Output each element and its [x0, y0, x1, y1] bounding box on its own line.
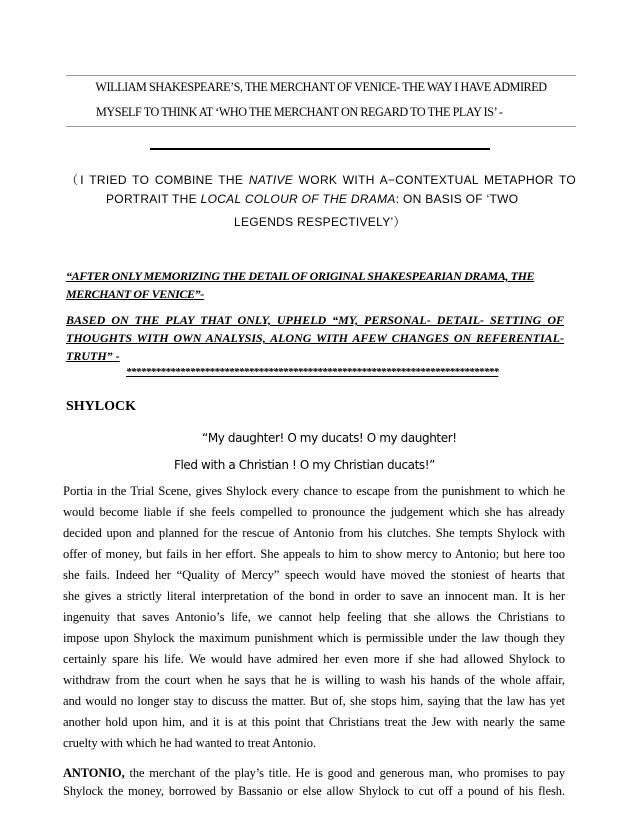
section-heading: SHYLOCK — [66, 399, 137, 414]
intro-text: PORTRAIT THE — [106, 192, 201, 206]
top-rule — [66, 75, 576, 76]
intro-line-3: LEGENDS RESPECTIVELY’） — [234, 215, 406, 229]
note-1-line-2: MERCHANT OF VENICE”- — [66, 287, 204, 301]
intro-italic-word: NATIVE — [248, 173, 294, 187]
quote-line-1: “My daughter! O my ducats! O my daughter! — [202, 431, 457, 445]
paragraph-line: and would no longer stay to discuss the matter. But of, she stops him, saying that the law has yet — [63, 694, 565, 708]
paragraph-line: impose upon Shylock the maximum punishment which is permissible under the law though they — [63, 631, 565, 645]
note-2-line-2: THOUGHTS WITH OWN ANALYSIS, ALONG WITH AFEW CHANGES ON REFERENTIAL- — [66, 331, 564, 345]
paragraph-line: offer of money, but fails in her effort. She appeals to him to show mercy to Antonio; but here too — [63, 547, 565, 561]
paragraph-line: she fails. Indeed her “Quality of Mercy” speech would have moved the stoniest of hearts that — [63, 568, 565, 582]
paragraph-line: she gives a strictly literal interpretation of the bond in order to save an innocent man. It is her — [63, 589, 565, 603]
title-line-2: MYSELF TO THINK AT ‘WHO THE MERCHANT ON REGARD TO THE PLAY IS’ - — [96, 105, 503, 119]
paragraph-line: decided upon and planned for the rescue of Antonio from his clutches. She tempts Shylock with — [63, 526, 565, 540]
paragraph-line: another hold upon him, and it is at this point that Christians treat the Jew with nearly the same — [63, 715, 565, 729]
intro-text: （I TRIED TO COMBINE THE — [66, 173, 249, 187]
intro-line-1 — [66, 171, 576, 188]
antonio-name: ANTONIO, — [63, 766, 125, 780]
title-bottom-rule — [66, 126, 576, 127]
paragraph-line: certainly spare his life. We would have admired her even more if she had allowed Shylock to — [63, 652, 565, 666]
note-2-line-3: TRUTH” - — [66, 349, 120, 363]
paragraph-line: ingenuity that saves Antonio’s life, we cannot help feeling that she allows the Christians to — [63, 610, 565, 624]
paragraph-line: cruelty with which he had wanted to treat Antonio. — [63, 736, 317, 750]
note-1-line-1: “AFTER ONLY MEMORIZING THE DETAIL OF ORIGINAL SHAKESPEARIAN DRAMA, THE — [66, 269, 535, 283]
title-separator-rule — [150, 148, 490, 150]
asterisk-separator: **************************************************************************** — [126, 366, 499, 378]
note-2-line-1: BASED ON THE PLAY THAT ONLY, UPHELD “MY, PERSONAL- DETAIL- SETTING OF — [66, 313, 564, 327]
intro-line-2 — [106, 192, 518, 206]
intro-text: : ON BASIS OF ‘TWO — [395, 192, 519, 206]
paragraph-line: withdraw from the court when he says that he is willing to wash his hands of the whole affair, — [63, 673, 565, 687]
paragraph-line: Portia in the Trial Scene, gives Shylock every chance to escape from the punishment to which he — [63, 484, 565, 498]
quote-line-2: Fled with a Christian ! O my Christian ducats!” — [174, 458, 435, 472]
paragraph-line: would become liable if she feels compelled to pronounce the judgement which she has already — [63, 505, 565, 519]
intro-italic-phrase: LOCAL COLOUR OF THE DRAMA — [200, 192, 396, 206]
antonio-text: the merchant of the play’s title. He is good and generous man, who promises to pay — [124, 766, 565, 780]
title-line-1: WILLIAM SHAKESPEARE’S, THE MERCHANT OF VENICE- THE WAY I HAVE ADMIRED — [95, 80, 547, 94]
antonio-line-1 — [63, 766, 565, 781]
intro-text: WORK WITH A−CONTEXTUAL METAPHOR TO — [293, 173, 576, 187]
antonio-line-2: Shylock the money, borrowed by Bassanio or else allow Shylock to cut off a pound of his flesh. — [63, 784, 565, 798]
